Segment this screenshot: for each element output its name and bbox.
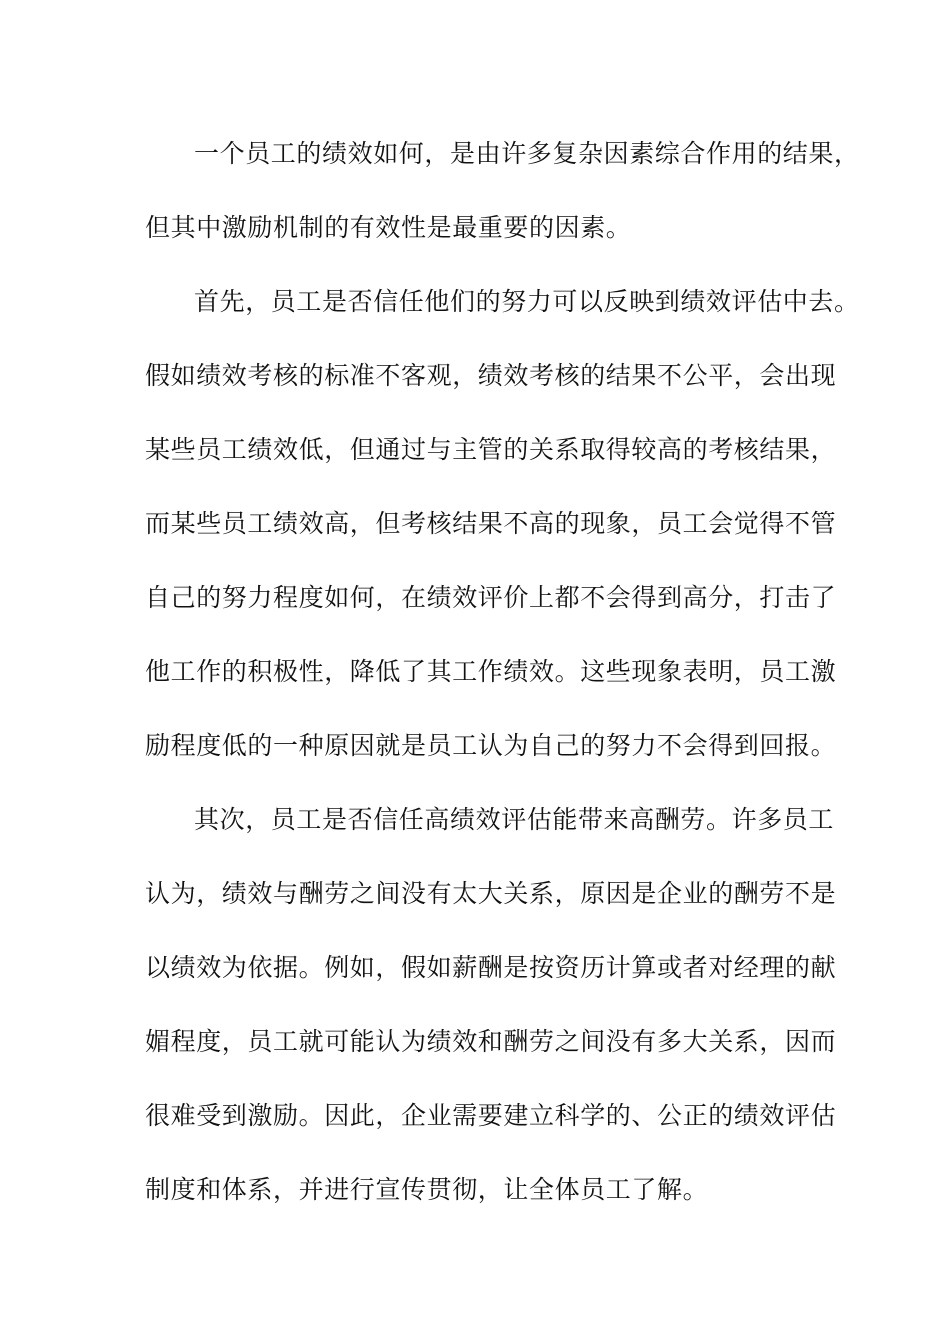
paragraph-2-line-6: 他工作的积极性，降低了其工作绩效。这些现象表明，员工激	[145, 657, 837, 686]
paragraph-3-line-3: 以绩效为依据。例如，假如薪酬是按资历计算或者对经理的献	[145, 953, 837, 982]
paragraph-3-line-1: 其次，员工是否信任高绩效评估能带来高酬劳。许多员工	[194, 805, 835, 834]
paragraph-3-line-5: 很难受到激励。因此，企业需要建立科学的、公正的绩效评估	[145, 1101, 837, 1130]
paragraph-1-line-2: 但其中激励机制的有效性是最重要的因素。	[145, 213, 632, 242]
paragraph-2-line-3: 某些员工绩效低，但通过与主管的关系取得较高的考核结果，	[145, 435, 837, 464]
paragraph-2-line-4: 而某些员工绩效高，但考核结果不高的现象，员工会觉得不管	[145, 509, 837, 538]
paragraph-2-line-1: 首先，员工是否信任他们的努力可以反映到绩效评估中去。	[194, 287, 860, 316]
paragraph-2-line-5: 自己的努力程度如何，在绩效评价上都不会得到高分，打击了	[145, 583, 837, 612]
paragraph-1-line-1: 一个员工的绩效如何，是由许多复杂因素综合作用的结果，	[194, 139, 860, 168]
paragraph-3-line-6: 制度和体系，并进行宣传贯彻，让全体员工了解。	[145, 1175, 709, 1204]
paragraph-3-line-2: 认为，绩效与酬劳之间没有太大关系，原因是企业的酬劳不是	[145, 879, 837, 908]
paragraph-2-line-2: 假如绩效考核的标准不客观，绩效考核的结果不公平，会出现	[145, 361, 837, 390]
paragraph-3-line-4: 媚程度，员工就可能认为绩效和酬劳之间没有多大关系，因而	[145, 1027, 837, 1056]
paragraph-2-line-7: 励程度低的一种原因就是员工认为自己的努力不会得到回报。	[145, 731, 837, 760]
